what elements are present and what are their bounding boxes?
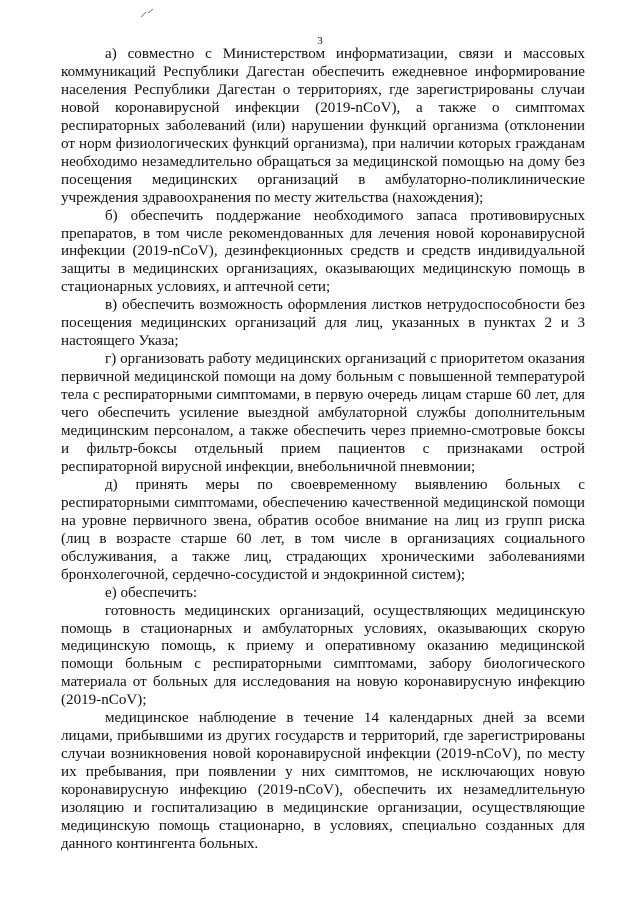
paragraph-e-readiness: готовность медицинских организаций, осуществляющих медицинскую помощь в стационарных и амбулаторных условиях, оказывающих скорую медицинскую помощь, к приему и оперативному оказанию медицинской помощи больным с респираторными симптомами, забору биологического материала от больных для исследования на новую коронавирусную инфекцию (2019-nCoV);	[61, 602, 585, 709]
paragraph-e-observation: медицинское наблюдение в течение 14 календарных дней за всеми лицами, прибывшими из других государств и территорий, где зарегистрированы случаи возникновения новой коронавирусной инфекции (2019-nCoV), по месту их пребывания, при появлении у них симптомов, не исключающих новую коронавирусную инфекцию (2019-nCoV), обеспечить их незамедлительную изоляцию и госпитализацию в медицинские организации, осуществляющие медицинскую помощь стационарно, в условиях, специально созданных для данного контингента больных.	[61, 710, 585, 852]
scan-mark	[140, 8, 154, 18]
paragraph-a: а) совместно с Министерством информатизации, связи и массовых коммуникаций Республики Дагестан обеспечить ежедневное информирование населения Республики Дагестан о территориях, где зарегистрированы случаи новой коронавирусной инфекции (2019-nCoV), а также о симптомах респираторных заболеваний (или) нарушении функций организма (отклонении от норм физиологических функций организма), при наличии которых гражданам необходимо незамедлительно обращаться за медицинской помощью на дому без посещения медицинских организаций в амбулаторно-поликлинические учреждения здравоохранения по месту жительства (нахождения);	[61, 46, 585, 206]
paragraph-v: в) обеспечить возможность оформления листков нетрудоспособности без посещения медицинских организаций для лиц, указанных в пунктах 2 и 3 настоящего Указа;	[61, 297, 585, 350]
document-body	[61, 46, 585, 854]
paragraph-g: г) организовать работу медицинских организаций с приоритетом оказания первичной медицинской помощи на дому больным с повышенной температурой тела с респираторными симптомами, в первую очередь лицам старше 60 лет, для чего обеспечить усиление выездной амбулаторной службы дополнительным медицинским персоналом, а также обеспечить через приемно-смотровые боксы и фильтр-боксы отдельный прием пациентов с признаками острой респираторной вирусной инфекции, внебольничной пневмонии;	[61, 351, 585, 475]
page-number: 3	[317, 35, 323, 47]
paragraph-d: д) принять меры по своевременному выявлению больных с респираторными симптомами, обеспечению качественной медицинской помощи на уровне первичного звена, обратив особое внимание на лиц из групп риска (лиц в возрасте старше 60 лет, в том числе в организациях социального обслуживания, а также лиц, страдающих хроническими заболеваниями бронхолегочной, сердечно-сосудистой и эндокринной систем);	[61, 476, 585, 583]
paragraph-b: б) обеспечить поддержание необходимого запаса противовирусных препаратов, в том числе рекомендованных для лечения новой коронавирусной инфекции (2019-nCoV), дезинфекционных средств и средств индивидуальной защиты в медицинских организациях, оказывающих медицинскую помощь в стационарных условиях, и аптечной сети;	[61, 207, 585, 296]
paragraph-e: е) обеспечить:	[105, 584, 198, 601]
